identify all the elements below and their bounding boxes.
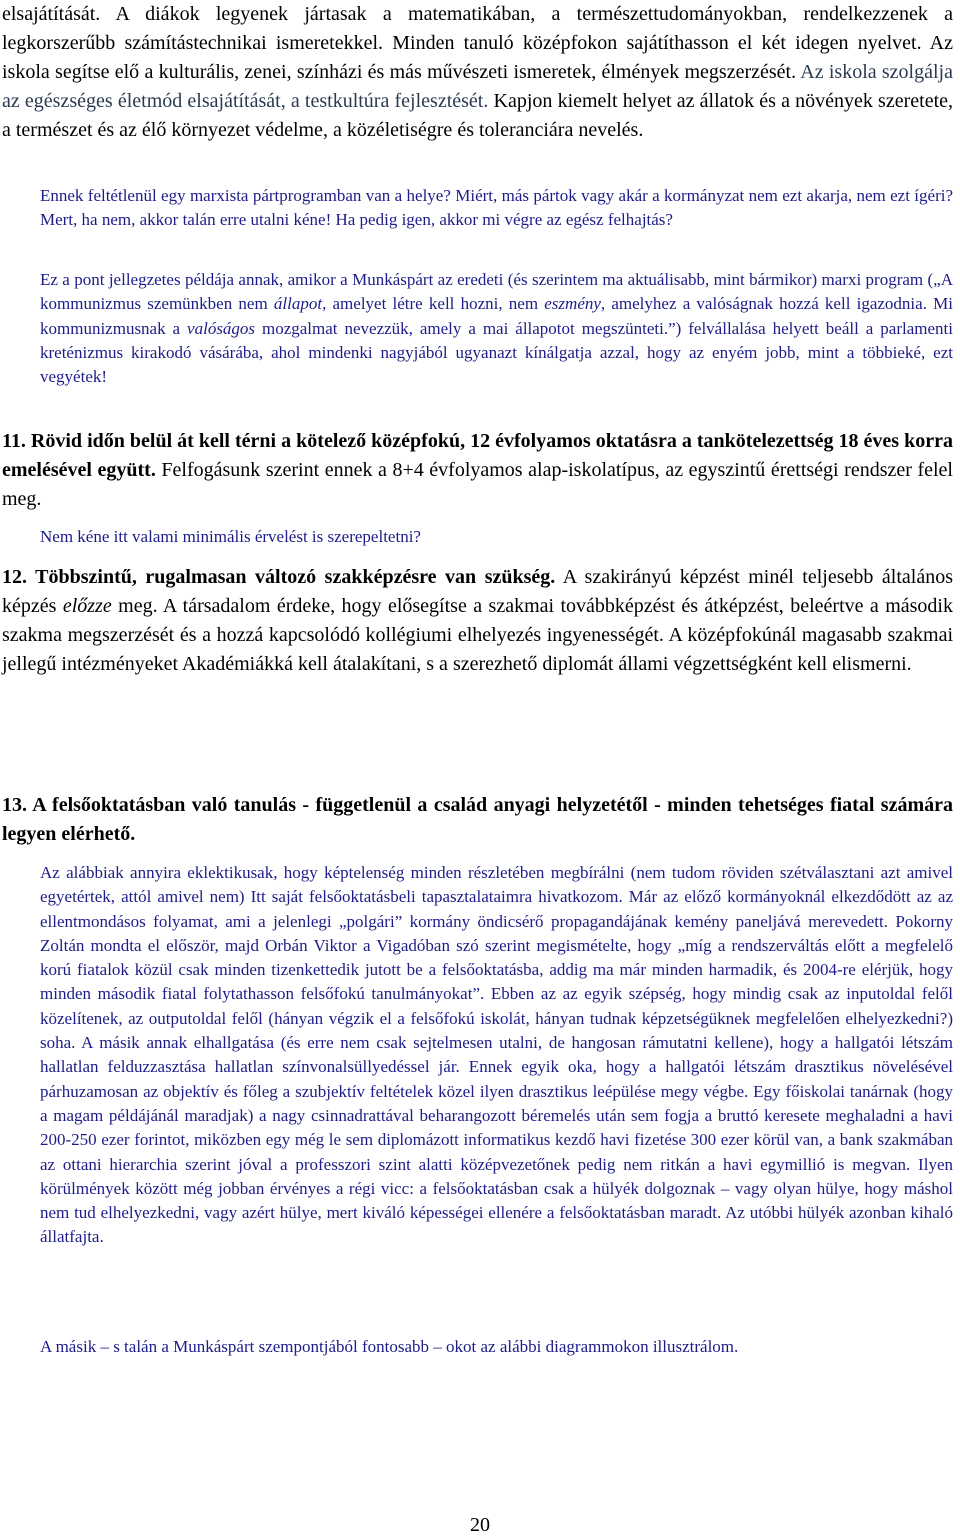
note2-text-b: , amelyet létre kell hozni, nem	[322, 294, 545, 314]
note2-italic-allapot: állapot	[273, 294, 323, 314]
section-13-paragraph	[2, 791, 953, 849]
section-12-italic: előzze	[62, 595, 112, 617]
section-11-heading: 11. Rövid időn belül át kell térni a kötelező középfokú, 12 évfolyamos oktatásra a tankötelezettség 18 éves korra emelésével együtt.	[2, 430, 953, 481]
section-12-paragraph	[2, 563, 953, 679]
section-13-heading: 13. A felsőoktatásban való tanulás - függetlenül a család anyagi helyzetétől - minden tehetséges fiatal számára legyen elérhető.	[2, 794, 953, 845]
note2-italic-eszmeny: eszmény	[544, 294, 601, 314]
comment-note-2	[40, 268, 953, 389]
comment-note-3: Nem kéne itt valami minimális érvelést is szerepeltetni?	[40, 527, 421, 546]
paragraph-continuation	[2, 0, 953, 145]
note2-text-a: Ez a pont jellegzetes példája annak, amikor a Munkáspárt az eredeti (és szerintem ma aktuálisabb, mint bármikor) marxi program („A kommunizmus szemünkben nem	[40, 270, 953, 314]
section-12-heading: 12. Többszintű, rugalmasan változó szakképzésre van szükség.	[2, 566, 556, 588]
section-11-paragraph	[2, 427, 953, 514]
paragraph-sentence-3: Kapjon kiemelt helyet az állatok és a növények szeretete, a természet és az élő környezet védelme, a közéletiségre és toleranciára nevelés.	[2, 90, 954, 141]
comment-note-4: Az alábbiak annyira eklektikusak, hogy képtelenség minden részletében megbírálni (nem tudom röviden szétválasztani azt amivel egyetértek, attól amivel nem) Itt saját felsőoktatásbeli tapasztalataimra hivatkozom. Már az előző kormányoknál elkezdődött az az ellentmondásos folyamat, ami a jelenlegi „polgári” kormány öndicsérő propagandájának kemény paneljává merevedett. Pokorny Zoltán mondta el először, majd Orbán Viktor a Vigadóban szó szerint megismételte, hogy „míg a rendszerváltás előtt a megfelelő korú fiatalok közül csak minden tizenkettedik jutott be a felsőoktatásba, addig ma már minden harmadik, és 2004-re elérjük, hogy minden második fiatal folytathasson felsőfokú tanulmányokat”. Ebben az az egyik szépség, hogy mindig csak az inputoldal felől közelítenek, az outputoldal felől (hányan végzik el a felsőfokú iskolát, hányan tudnak képzetségüknek megfelelően elhelyezkedni?) soha. A másik annak elhallgatása (és erre nem csak sejtelmesen utalni, de hangosan rámutatni kellene), hogy a hallgatói létszám hallatlan felduzzasztása hallatlan színvonalsüllyedéssel jár. Ennek egyik oka, hogy a hallgatói létszám drasztikus növelésével párhuzamosan az objektív és főleg a szubjektív feltételek közel ilyen drasztikus leépülése megy végbe. Egy főiskolai tanárnak (hogy a magam példájánál maradjak) a nagy csinnadrattával beharangozott béremelés után sem fogja a bruttó keresete meghaladni a havi 200-250 ezer forintot, miközben egy még le sem diplomázott informatikus kezdő havi fizetése 300 ezer körül van, a bank szakmában az ottani hierarchia szerint jóval a professzori szint alatti középvezetőnek pedig nem ritkán a havi egymillió is megvan. Ilyen körülmények között még jobban érvényes a régi vicc: a felsőoktatásban csak a hülyék dolgoznak – vagy olyan hülye, hogy máshol nem tud elhelyezkedni, vagy azért hülye, mert kiváló képességei ellenére a felsőoktatásban maradt. Az utóbbi hülyék azonban kihaló állatfajta.	[40, 863, 953, 1247]
note2-text-c: , amelyhez a valóságnak hozzá kell igazodnia. Mi kommunizmusnak a	[40, 294, 953, 338]
paragraph-sentence-1: elsajátítását. A diákok legyenek jártasak a matematikában, a természettudományokban, rendelkezzenek a legkorszerűbb számítástechnikai ismeretekkel. Minden tanuló középfokon sajátíthasson el két idegen nyelvet. Az iskola segítse elő a kulturális, zenei, színházi és más művészeti ismeretek, élmények megszerzését.	[2, 3, 953, 83]
section-12-body-b: meg. A társadalom érdeke, hogy elősegítse a szakmai továbbképzést és átképzést, beleértve a második szakma megszerzését és a hozzá kapcsolódó kollégiumi elhelyezés ingyenességét. A középfokúnál magasabb szakmai jellegű intézményeket Akadémiákká kell átalakítani, s a szerezhető diplomát állami végzettségként kell elismerni.	[2, 595, 953, 675]
comment-note-1: Ennek feltétlenül egy marxista pártprogramban van a helye? Miért, más pártok vagy akár a kormányzat nem ezt akarja, nem ezt ígéri? Mert, ha nem, akkor talán erre utalni kéne! Ha pedig igen, akkor mi végre az egész felhajtás?	[40, 186, 953, 230]
comment-note-5: A másik – s talán a Munkáspárt szempontjából fontosabb – okot az alábbi diagrammokon illusztrálom.	[40, 1337, 739, 1356]
paragraph-sentence-2: Az iskola szolgálja az egészséges életmód elsajátítását, a testkultúra fejlesztését.	[2, 61, 953, 112]
note2-italic-valosagos: valóságos	[187, 318, 256, 338]
note2-text-d: mozgalmat nevezzük, amely a mai állapotot megszünteti.”) felvállalása helyett beáll a parlamenti kreténizmus kirakodó vásárába, ahol mindenki nagyjából ugyanazt kínálgatja azzal, hogy az enyém jobb, mint a többieké, ezt vegyétek!	[40, 318, 953, 387]
page-number: 20	[470, 1514, 490, 1536]
section-11-body: Felfogásunk szerint ennek a 8+4 évfolyamos alap-iskolatípus, az egyszintű érettségi rendszer felel meg.	[2, 459, 953, 510]
section-12-body-a: A szakirányú képzést minél teljesebb általános képzés	[2, 566, 953, 617]
